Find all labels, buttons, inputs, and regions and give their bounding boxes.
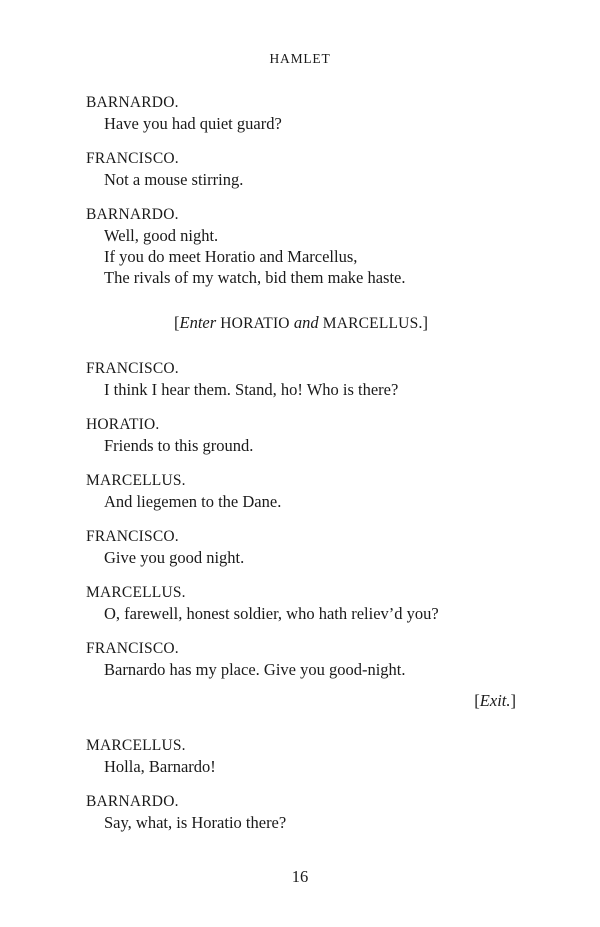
running-head: HAMLET: [269, 51, 331, 66]
bracket-close: ]: [510, 691, 516, 710]
play-text: [86, 92, 516, 847]
character-name: HORATIO: [220, 315, 290, 332]
speech: [86, 470, 516, 512]
speech-line: I think I hear them. Stand, ho! Who is there?: [104, 380, 399, 399]
speech-line: The rivals of my watch, bid them make haste.: [104, 268, 406, 287]
speech: [86, 414, 516, 456]
speech: [86, 148, 516, 190]
speaker-name: BARNARDO.: [86, 793, 179, 810]
speech: [86, 638, 516, 680]
speech: [86, 204, 516, 288]
speaker-name: FRANCISCO.: [86, 360, 179, 377]
speech: [86, 92, 516, 134]
page-number: 16: [291, 867, 309, 886]
bracket-open: [: [173, 313, 180, 332]
speech-line: Say, what, is Horatio there?: [104, 813, 287, 832]
bracket-open: [: [474, 691, 480, 710]
speaker-name: FRANCISCO.: [86, 150, 179, 167]
speech-line: If you do meet Horatio and Marcellus,: [104, 247, 358, 266]
speech-line: Holla, Barnardo!: [104, 757, 216, 776]
speech-line: Not a mouse stirring.: [104, 170, 244, 189]
stage-conjunction: and: [293, 313, 319, 332]
stage-direction-enter: [86, 312, 516, 334]
bracket-close: .]: [418, 313, 429, 332]
stage-direction-exit: [86, 690, 516, 711]
speaker-name: MARCELLUS.: [86, 584, 186, 601]
speaker-name: BARNARDO.: [86, 206, 179, 223]
stage-verb: Enter: [179, 313, 217, 332]
speaker-name: FRANCISCO.: [86, 528, 179, 545]
speech-line: Well, good night.: [104, 226, 219, 245]
speech-line: Have you had quiet guard?: [104, 114, 282, 133]
speech: [86, 735, 516, 777]
speech: [86, 526, 516, 568]
speech: [86, 791, 516, 833]
speaker-name: MARCELLUS.: [86, 472, 186, 489]
speech-line: Friends to this ground.: [104, 436, 254, 455]
stage-verb: Exit.: [479, 691, 511, 710]
speech-line: Give you good night.: [104, 548, 245, 567]
speaker-name: FRANCISCO.: [86, 640, 179, 657]
speaker-name: BARNARDO.: [86, 94, 179, 111]
speaker-name: MARCELLUS.: [86, 737, 186, 754]
speech-line: And liegemen to the Dane.: [104, 492, 282, 511]
speech-line: O, farewell, honest soldier, who hath reliev’d you?: [104, 604, 439, 623]
speaker-name: HORATIO.: [86, 416, 160, 433]
speech: [86, 358, 516, 400]
speech: [86, 582, 516, 624]
character-name: MARCELLUS: [322, 315, 419, 332]
speech-line: Barnardo has my place. Give you good-night.: [104, 660, 406, 679]
